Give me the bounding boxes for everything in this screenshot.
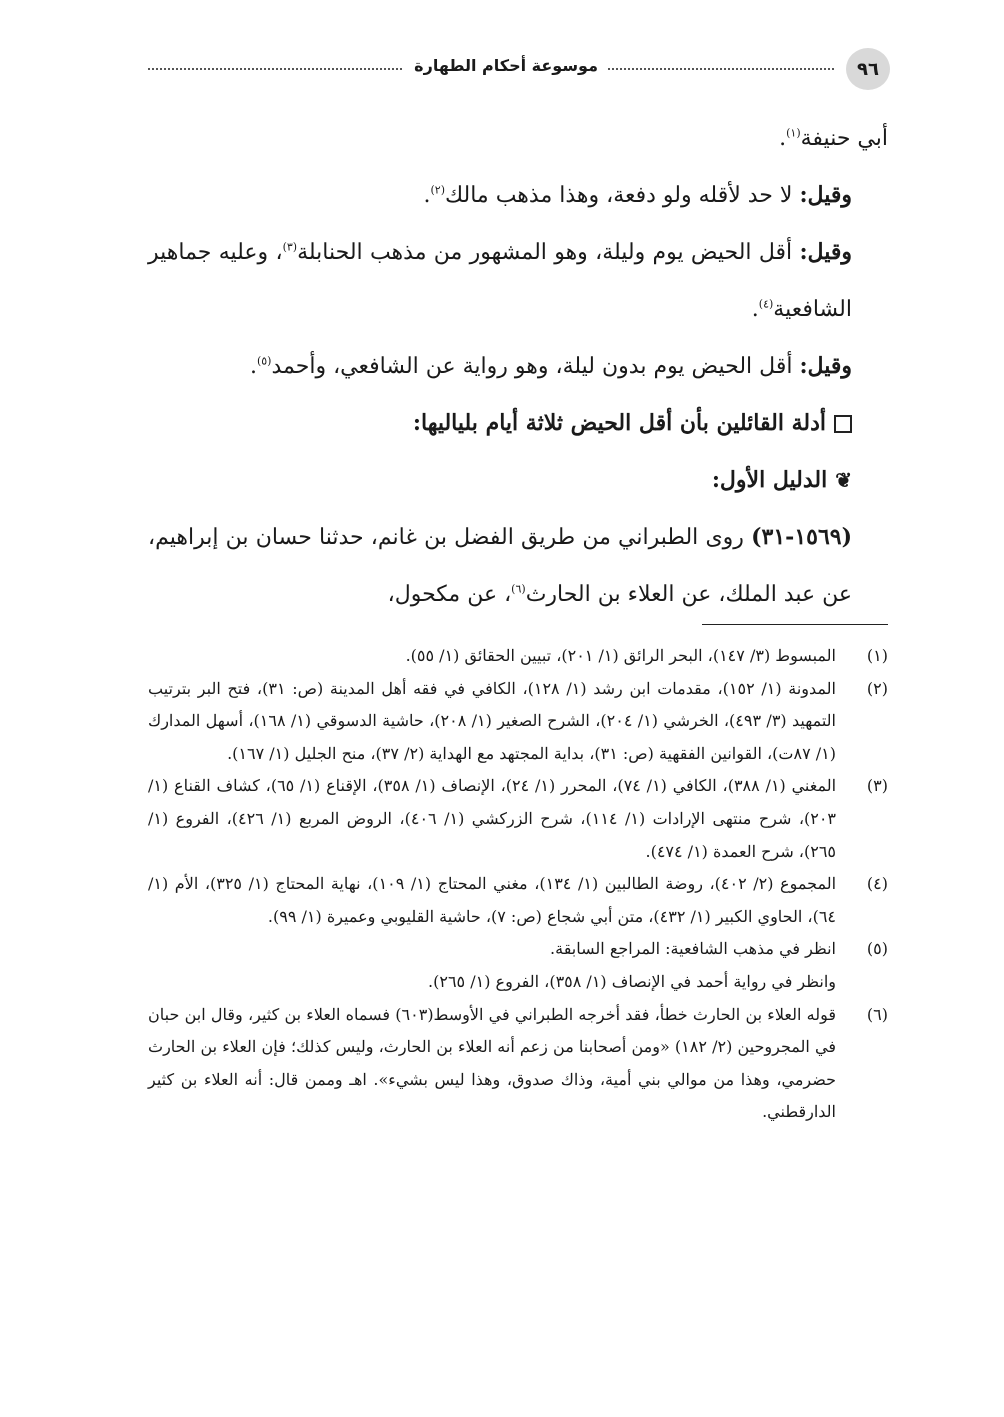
hadith-number: (١٥٦٩-٣١) <box>751 524 852 550</box>
lead-word: وقيل: <box>799 353 852 379</box>
section-heading-text: أدلة القائلين بأن أقل الحيض ثلاثة أيام بلياليها: <box>412 410 826 436</box>
footnote-text: قوله العلاء بن الحارث خطأ، فقد أخرجه الطبراني في الأوسط(٦٠٣) فسماه العلاء بن كثير، وقال ابن حبان في المجروحين (٢/ ١٨٢) «ومن أصحابنا من زعم أنه العلاء بن الحارث، وليس كذلك؛ فإن العلاء بن الحارث حضرمي، وهذا من موالي بني أمية، وذاك صدوق، وهذا ليس بشيء». اهـ وممن قال: أنه العلاء بن كثير الدارقطني. <box>148 1004 837 1122</box>
paragraph-5 <box>148 509 888 623</box>
footnote-separator <box>702 624 888 625</box>
paragraph-3 <box>148 224 888 338</box>
footnote-ref[interactable]: (٣) <box>282 240 298 254</box>
footnote-ref[interactable]: (١) <box>786 126 801 140</box>
footnote <box>148 770 888 868</box>
footnote-ref[interactable]: (٤) <box>758 297 774 311</box>
fleuron-icon: ❦ <box>835 468 852 492</box>
square-bullet-icon <box>834 415 852 433</box>
paragraph-text: أقل الحيض يوم وليلة، وهو المشهور من مذهب الحنابلة <box>297 240 800 265</box>
footnote-ref[interactable]: (٢) <box>430 183 445 197</box>
footnote-text: المغني (١/ ٣٨٨)، الكافي (١/ ٧٤)، المحرر (١/ ٢٤)، الإنصاف (١/ ٣٥٨)، الإقناع (١/ ٦٥)، كشاف القناع (١/ ٢٠٣)، شرح منتهى الإرادات (١/ ١١٤)، شرح الزركشي (١/ ٤٠٦)، الروض المربع (١/ ٤٢٦)، الفروع (١/ ٢٦٥)، شرح العمدة (١/ ٤٧٤). <box>148 776 837 861</box>
paragraph-text: أقل الحيض يوم بدون ليلة، وهو رواية عن الشافعي، وأحمد <box>271 354 800 379</box>
footnote-number: (٣) <box>866 776 888 796</box>
section-heading <box>148 395 888 452</box>
paragraph-2 <box>148 167 888 224</box>
footnote-number: (١) <box>866 646 888 665</box>
paragraph-text: ، وعليه جماهير الشافعية <box>148 240 852 322</box>
footnote-text-block <box>148 933 836 998</box>
paragraph-end: . <box>249 354 257 379</box>
paragraph-text: لا حد لأقله ولو دفعة، وهذا مذهب مالك <box>444 183 800 208</box>
footnote <box>148 673 888 771</box>
paragraph-4 <box>148 338 888 395</box>
subsection-heading <box>148 452 888 509</box>
subsection-heading-text: الدليل الأول: <box>711 467 828 493</box>
paragraph-end: ، عن مكحول، <box>387 582 512 607</box>
footnote <box>148 999 888 1129</box>
footnote <box>148 640 888 673</box>
footnote-text: وانظر في رواية أحمد في الإنصاف (١/ ٣٥٨)، الفروع (١/ ٢٦٥). <box>428 971 836 991</box>
page-number: ٩٦ <box>846 48 890 90</box>
running-header <box>148 44 890 94</box>
paragraph-1 <box>148 110 888 167</box>
footnote-number: (٥) <box>866 939 888 959</box>
footnote-ref[interactable]: (٥) <box>256 354 272 368</box>
lead-word: وقيل: <box>799 182 852 208</box>
paragraph-end: . <box>423 183 431 208</box>
footnote-ref[interactable]: (٦) <box>511 582 526 596</box>
paragraph-text: روى الطبراني من طريق الفضل بن غانم، حدثنا حسان بن إبراهيم، عن عبد الملك، عن العلاء بن الحارث <box>148 525 852 607</box>
paragraph-end: . <box>779 126 787 151</box>
footnote-number: (٢) <box>866 678 888 698</box>
main-text <box>148 110 888 623</box>
footnote <box>148 933 888 998</box>
footnote <box>148 868 888 933</box>
footnotes <box>148 640 888 1129</box>
lead-word: وقيل: <box>799 239 852 265</box>
footnote-text: المدونة (١/ ١٥٢)، مقدمات ابن رشد (١/ ١٢٨)، الكافي في فقه أهل المدينة (ص: ٣١)، فتح البر بترتيب التمهيد (٣/ ٤٩٣)، الخرشي (١/ ٢٠٤)، الشرح الصغير (١/ ٢٠٨)، حاشية الدسوقي (١/ ١٦٨)، أسهل المدارك (١/ ٨٧ت)، القوانين الفقهية (ص: ٣١)، بداية المجتهد مع الهداية (٢/ ٣٧)، منح الجليل (١/ ١٦٧). <box>148 678 836 763</box>
paragraph-text: أبي حنيفة <box>800 126 888 151</box>
footnote-text: المبسوط (٣/ ١٤٧)، البحر الرائق (١/ ٢٠١)، تبيين الحقائق (١/ ٥٥). <box>405 646 836 665</box>
paragraph-end: . <box>751 297 759 322</box>
book-title: موسوعة أحكام الطهارة <box>404 56 608 75</box>
footnote-text: انظر في مذهب الشافعية: المراجع السابقة. <box>550 939 836 959</box>
footnote-number: (٦) <box>866 1004 888 1024</box>
footnote-number: (٤) <box>866 874 888 894</box>
footnote-text: المجموع (٢/ ٤٠٢)، روضة الطالبين (١/ ١٣٤)، مغني المحتاج (١/ ١٠٩)، نهاية المحتاج (١/ ٣٢٥)، الأم (١/ ٦٤)، الحاوي الكبير (١/ ٤٣٢)، متن أبي شجاع (ص: ٧)، حاشية القليوبي وعميرة (١/ ٩٩). <box>148 874 837 926</box>
